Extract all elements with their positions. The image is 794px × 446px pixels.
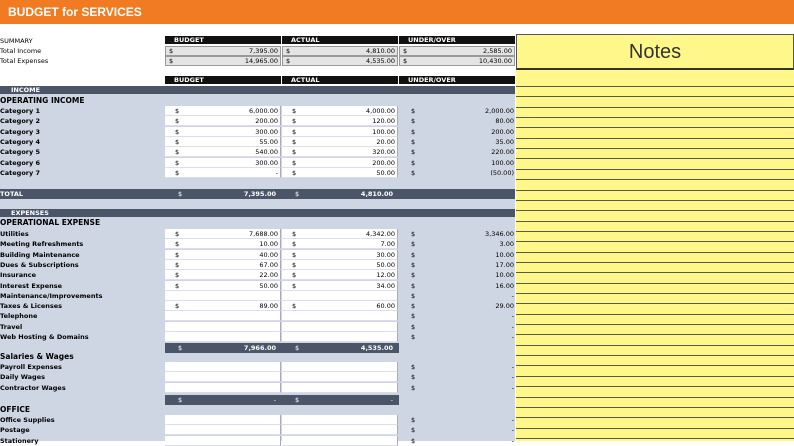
budget-cell[interactable] [165, 415, 281, 425]
cell-value: 50.00 [376, 168, 395, 177]
currency-symbol: $ [292, 148, 297, 157]
notes-rule-line [516, 252, 794, 253]
under-over-dollar: $ [411, 281, 416, 290]
cell-value: 7,688.00 [249, 230, 278, 238]
under-over-value: 10.00 [495, 271, 514, 280]
title-bar [0, 0, 794, 24]
budget-cell[interactable] [165, 158, 281, 168]
cell-value: 40.00 [259, 250, 278, 259]
under-over-dollar: $ [411, 302, 416, 311]
office-row-label: Office Supplies [0, 416, 55, 424]
budget-cell[interactable] [165, 291, 281, 301]
office-row-label: Postage [0, 426, 30, 435]
under-over-value: - [511, 363, 514, 371]
notes-rule-line [516, 127, 794, 128]
cell-value: 14,965.00 [244, 57, 278, 65]
notes-rule-line [516, 324, 794, 325]
income-row-label: Category 3 [0, 127, 41, 136]
summary-actual-cell [282, 56, 398, 66]
budget-cell[interactable] [165, 229, 281, 239]
under-over-value: 80.00 [495, 117, 514, 126]
office-row-label: Stationery [0, 436, 39, 445]
actual-cell[interactable] [282, 372, 398, 382]
currency-symbol: $ [175, 271, 180, 280]
actual-cell[interactable] [282, 425, 398, 435]
under-over-value: - [511, 333, 514, 341]
under-over-dollar: $ [411, 333, 416, 341]
notes-rule-line [516, 200, 794, 201]
under-over-dollar: $ [411, 436, 416, 445]
notes-rule-line [516, 169, 794, 170]
under-over-value: - [511, 373, 514, 382]
notes-rule-line [516, 96, 794, 97]
cell-value: 12.00 [376, 271, 395, 280]
operational-subtotal-budget: 7,966.00 [243, 344, 276, 352]
currency-symbol: $ [292, 302, 297, 311]
currency-symbol: $ [292, 127, 297, 136]
budget-cell[interactable] [165, 239, 281, 249]
under-over-dollar: $ [411, 363, 416, 371]
income-row-label: Category 6 [0, 158, 41, 167]
notes-rule-line [516, 345, 794, 346]
under-over-value: 220.00 [491, 148, 514, 157]
budget-cell[interactable] [165, 137, 281, 147]
under-over-dollar: $ [411, 148, 416, 157]
notes-rule-line [516, 179, 794, 180]
currency-symbol: $ [292, 168, 297, 177]
under-over-value: - [511, 416, 514, 424]
subtotal-budget-dollar: $ [178, 344, 183, 352]
notes-rule-line [516, 221, 794, 222]
actual-cell[interactable] [282, 147, 398, 157]
budget-cell[interactable] [165, 147, 281, 157]
actual-cell[interactable] [282, 383, 398, 393]
actual-cell[interactable] [282, 168, 398, 178]
budget-cell[interactable] [165, 127, 281, 137]
budget-cell[interactable] [165, 250, 281, 260]
cell-value: 22.00 [259, 271, 278, 280]
actual-column-header: ACTUAL [282, 36, 398, 44]
actual-cell[interactable] [282, 281, 398, 291]
notes-rule-line [516, 417, 794, 418]
cell-value: 540.00 [255, 148, 278, 157]
expense-row-label: Meeting Refreshments [0, 240, 84, 249]
currency-symbol: $ [175, 127, 180, 136]
currency-symbol: $ [292, 250, 297, 259]
cell-value: 100.00 [372, 127, 395, 136]
salary-row-label: Payroll Expenses [0, 363, 62, 371]
cell-value: 60.00 [376, 302, 395, 311]
under-over-value: 35.00 [495, 137, 514, 146]
budget-cell[interactable] [165, 332, 281, 342]
currency-symbol: $ [286, 47, 291, 55]
expense-row-label: Utilities [0, 230, 29, 238]
income-row-label: Category 5 [0, 148, 41, 157]
cell-value: 4,000.00 [366, 107, 395, 115]
under-over-dollar: $ [411, 240, 416, 249]
budget-cell[interactable] [165, 281, 281, 291]
income-row-label: Category 1 [0, 107, 41, 115]
budget-cell[interactable] [165, 425, 281, 435]
income-total-actual: 4,810.00 [360, 190, 393, 198]
under-over-dollar: $ [411, 416, 416, 424]
currency-symbol: $ [175, 107, 180, 115]
title-gap [0, 24, 794, 34]
budget-cell[interactable] [165, 260, 281, 270]
currency-symbol: $ [292, 230, 297, 238]
under-over-value: 10.00 [495, 250, 514, 259]
expense-row-label: Dues & Subscriptions [0, 260, 79, 269]
notes-rule-line [516, 407, 794, 408]
notes-rule-line [516, 365, 794, 366]
notes-rule-line [516, 386, 794, 387]
expense-row-label: Taxes & Licenses [0, 302, 63, 311]
cell-value: 10,430.00 [478, 57, 512, 65]
actual-cell[interactable] [282, 311, 398, 321]
under-over-dollar: $ [411, 291, 416, 300]
cell-value: 89.00 [259, 302, 278, 311]
actual-cell[interactable] [282, 106, 398, 116]
actual-cell[interactable] [282, 291, 398, 301]
operating-income-label: OPERATING INCOME [0, 96, 85, 105]
income-section-bar: INCOME [0, 86, 515, 94]
notes-rule-line [516, 262, 794, 263]
currency-symbol: $ [292, 158, 297, 167]
notes-rule-line [516, 138, 794, 139]
notes-rule-line [516, 303, 794, 304]
expense-row-label: Building Maintenance [0, 250, 80, 259]
cell-value: 6,000.00 [249, 107, 278, 115]
under-over-dollar: $ [411, 117, 416, 126]
under-over-dollar: $ [411, 260, 416, 269]
under-over-value: 3.00 [499, 240, 514, 249]
summary-actual-cell [282, 46, 398, 56]
notes-rule-line [516, 241, 794, 242]
currency-symbol: $ [292, 240, 297, 249]
expenses-section-bar: EXPENSES [0, 209, 515, 217]
total-actual-dollar: $ [295, 190, 300, 198]
under-over-value: (50.00) [490, 168, 514, 177]
expense-row-label: Web Hosting & Domains [0, 333, 89, 341]
budget-cell[interactable] [165, 270, 281, 280]
summary-label: SUMMARY [0, 37, 33, 45]
under-over-dollar: $ [411, 322, 416, 331]
currency-symbol: $ [175, 158, 180, 167]
currency-symbol: $ [175, 260, 180, 269]
notes-rule-line [516, 210, 794, 211]
notes-rule-line [516, 376, 794, 377]
summary-diff-cell [399, 46, 515, 56]
under-over-value: 100.00 [491, 158, 514, 167]
actual-cell[interactable] [282, 301, 398, 311]
currency-symbol: $ [292, 137, 297, 146]
currency-symbol: $ [292, 281, 297, 290]
under-over-dollar: $ [411, 137, 416, 146]
cell-value: 4,535.00 [366, 57, 395, 65]
summary-budget-cell [165, 56, 281, 66]
cell-value: 55.00 [259, 137, 278, 146]
budget-cell[interactable] [165, 106, 281, 116]
currency-symbol: $ [175, 240, 180, 249]
expense-row-label: Telephone [0, 312, 38, 321]
income-row-label: Category 4 [0, 137, 41, 146]
cell-value: 10.00 [259, 240, 278, 249]
under-over-dollar: $ [411, 107, 416, 115]
notes-rule-line [516, 107, 794, 108]
budget-column-header: BUDGET [165, 76, 281, 84]
currency-symbol: $ [175, 230, 180, 238]
under-over-value: - [511, 383, 514, 392]
currency-symbol: $ [175, 302, 180, 311]
budget-column-header: BUDGET [165, 36, 281, 44]
under-over-column-header: UNDER/OVER [399, 76, 515, 84]
cell-value: 7.00 [380, 240, 395, 249]
income-total-budget: 7,395.00 [243, 190, 276, 198]
cell-value: 200.00 [255, 117, 278, 126]
cell-value: 4,810.00 [366, 47, 395, 55]
under-over-dollar: $ [411, 158, 416, 167]
under-over-dollar: $ [411, 373, 416, 382]
budget-cell[interactable] [165, 311, 281, 321]
cell-value: 300.00 [255, 158, 278, 167]
salary-row-label: Daily Wages [0, 373, 45, 382]
summary-row-label: Total Expenses [0, 57, 49, 65]
currency-symbol: $ [175, 168, 180, 177]
under-over-value: - [511, 426, 514, 435]
under-over-dollar: $ [411, 312, 416, 321]
currency-symbol: $ [169, 57, 174, 65]
cell-value: 34.00 [376, 281, 395, 290]
cell-value: 200.00 [372, 158, 395, 167]
budget-cell[interactable] [165, 322, 281, 332]
notes-rule-line [516, 355, 794, 356]
under-over-value: 3,346.00 [485, 230, 514, 238]
under-over-dollar: $ [411, 250, 416, 259]
salary-row-label: Contractor Wages [0, 383, 66, 392]
actual-cell[interactable] [282, 229, 398, 239]
cell-value: 20.00 [376, 137, 395, 146]
notes-panel[interactable] [516, 34, 794, 441]
income-row-label: Category 2 [0, 117, 41, 126]
notes-rule-line [516, 283, 794, 284]
under-over-value: 17.00 [495, 260, 514, 269]
notes-rule-line [516, 117, 794, 118]
cell-value: 320.00 [372, 148, 395, 157]
currency-symbol: $ [286, 57, 291, 65]
cell-value: 7,395.00 [249, 47, 278, 55]
actual-cell[interactable] [282, 362, 398, 372]
salaries-wages-label: Salaries & Wages [0, 352, 74, 361]
operational-subtotal-actual: 4,535.00 [360, 344, 393, 352]
budget-cell[interactable] [165, 383, 281, 393]
income-row-label: Category 7 [0, 168, 41, 177]
office-label: OFFICE [0, 405, 31, 414]
budget-cell[interactable] [165, 301, 281, 311]
actual-cell[interactable] [282, 415, 398, 425]
under-over-value: - [511, 312, 514, 321]
currency-symbol: $ [169, 47, 174, 55]
under-over-value: 16.00 [495, 281, 514, 290]
budget-cell[interactable] [165, 372, 281, 382]
salaries-subtotal-budget: - [273, 396, 276, 404]
cell-value: 120.00 [372, 117, 395, 126]
expense-row-label: Travel [0, 322, 23, 331]
income-total-label: TOTAL [0, 190, 24, 198]
currency-symbol: $ [175, 148, 180, 157]
notes-rule-line [516, 314, 794, 315]
under-over-value: - [511, 436, 514, 445]
actual-cell[interactable] [282, 127, 398, 137]
actual-cell[interactable] [282, 158, 398, 168]
notes-rule-line [516, 397, 794, 398]
currency-symbol: $ [292, 260, 297, 269]
actual-cell[interactable] [282, 332, 398, 342]
expense-row-label: Insurance [0, 271, 37, 280]
notes-rule-line [516, 272, 794, 273]
actual-cell[interactable] [282, 137, 398, 147]
cell-value: 67.00 [259, 260, 278, 269]
under-over-dollar: $ [411, 127, 416, 136]
summary-diff-cell [399, 56, 515, 66]
actual-cell[interactable] [282, 322, 398, 332]
cell-value: 4,342.00 [366, 230, 395, 238]
notes-rule-line [516, 438, 794, 439]
expense-row-label: Maintenance/Improvements [0, 291, 103, 300]
under-over-dollar: $ [411, 426, 416, 435]
under-over-dollar: $ [411, 168, 416, 177]
summary-budget-cell [165, 46, 281, 56]
notes-rule-line [516, 158, 794, 159]
under-over-value: - [511, 291, 514, 300]
notes-rule-line [516, 293, 794, 294]
under-over-dollar: $ [411, 271, 416, 280]
notes-rule-line [516, 86, 794, 87]
actual-cell[interactable] [282, 260, 398, 270]
subtotal-budget-dollar: $ [178, 396, 183, 404]
summary-row-label: Total Income [0, 47, 42, 55]
cell-value: - [275, 168, 278, 177]
subtotal-actual-dollar: $ [295, 396, 300, 404]
currency-symbol: $ [292, 107, 297, 115]
salaries-subtotal-actual: - [390, 396, 393, 404]
under-over-dollar: $ [411, 383, 416, 392]
actual-cell[interactable] [282, 116, 398, 126]
under-over-value: 200.00 [491, 127, 514, 136]
currency-symbol: $ [175, 117, 180, 126]
expense-row-label: Interest Expense [0, 281, 63, 290]
notes-rule-line [516, 231, 794, 232]
cell-value: 300.00 [255, 127, 278, 136]
under-over-value: 2,000.00 [485, 107, 514, 115]
cell-value: 30.00 [376, 250, 395, 259]
actual-column-header: ACTUAL [282, 76, 398, 84]
notes-rule-line [516, 334, 794, 335]
cell-value: 2,585.00 [483, 47, 512, 55]
budget-cell[interactable] [165, 116, 281, 126]
operational-expense-label: OPERATIONAL EXPENSE [0, 218, 101, 227]
under-over-value: 29.00 [495, 302, 514, 311]
currency-symbol: $ [175, 281, 180, 290]
notes-rule-line [516, 148, 794, 149]
page-title: BUDGET for SERVICES [8, 5, 142, 19]
currency-symbol: $ [292, 117, 297, 126]
actual-cell[interactable] [282, 270, 398, 280]
currency-symbol: $ [403, 47, 408, 55]
notes-rule-line [516, 190, 794, 191]
currency-symbol: $ [175, 137, 180, 146]
under-over-column-header: UNDER/OVER [399, 36, 515, 44]
cell-value: 50.00 [376, 260, 395, 269]
budget-cell[interactable] [165, 168, 281, 178]
under-over-value: - [511, 322, 514, 331]
under-over-dollar: $ [411, 230, 416, 238]
currency-symbol: $ [175, 250, 180, 259]
subtotal-actual-dollar: $ [295, 344, 300, 352]
notes-rule-line [516, 428, 794, 429]
actual-cell[interactable] [282, 239, 398, 249]
total-budget-dollar: $ [178, 190, 183, 198]
budget-cell[interactable] [165, 362, 281, 372]
cell-value: 50.00 [259, 281, 278, 290]
currency-symbol: $ [292, 271, 297, 280]
currency-symbol: $ [403, 57, 408, 65]
notes-title: Notes [516, 34, 794, 70]
actual-cell[interactable] [282, 250, 398, 260]
